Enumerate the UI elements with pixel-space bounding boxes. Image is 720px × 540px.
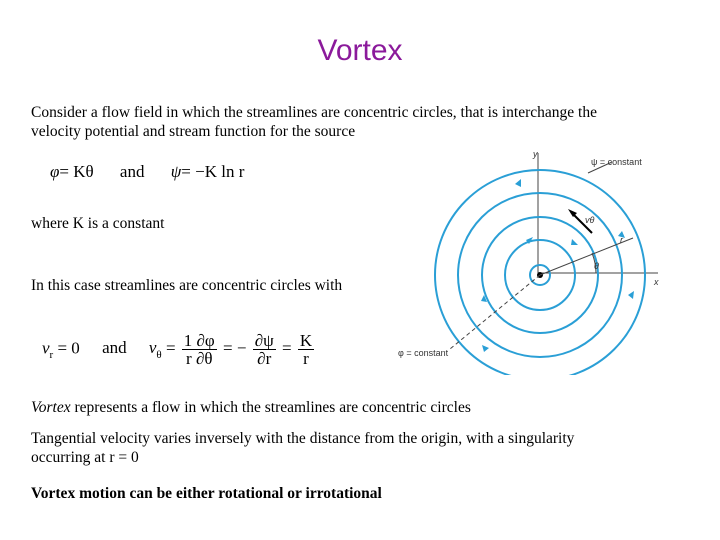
theta-label: θ: [594, 261, 599, 271]
vr-rhs: = 0: [57, 338, 80, 358]
vr-subscript: r: [49, 348, 54, 361]
fraction-k-over-r: [298, 332, 314, 367]
and-word-2: and: [102, 338, 127, 358]
fraction-dphi: [182, 332, 217, 367]
fraction-k-num: K: [299, 331, 313, 350]
vortex-diagram: [390, 145, 680, 375]
streamline-arrows: [481, 179, 634, 352]
fraction-dphi-den: r ∂θ: [186, 349, 213, 368]
intro-line-2: velocity potential and stream function for the source: [31, 123, 356, 140]
vortex-italic-word: Vortex: [31, 399, 71, 416]
fraction-dpsi-den: ∂r: [257, 349, 272, 368]
k-note: where K is a constant: [31, 215, 165, 232]
y-axis-label: y: [533, 149, 538, 159]
vtheta-label: vθ: [585, 215, 595, 225]
phi-symbol: φ: [50, 162, 60, 181]
phi-constant-label: φ = constant: [398, 348, 449, 358]
psi-rhs: = −K ln r: [181, 162, 245, 181]
vortex-definition: [31, 398, 471, 417]
vortex-definition-rest: represents a flow in which the streamlines are concentric circles: [70, 399, 471, 416]
phi-rhs: = Kθ: [59, 162, 94, 181]
fraction-dpsi-num: ∂ψ: [254, 331, 274, 350]
fraction-dpsi: [253, 332, 276, 367]
tangential-line-2: occurring at r = 0: [31, 449, 139, 466]
x-axis-label: x: [654, 277, 659, 287]
phi-line: [450, 275, 540, 349]
arrow-icon: [482, 345, 489, 352]
equals-sign: =: [165, 338, 176, 358]
equals-sign-2: =: [281, 338, 292, 358]
vtheta-symbol: v: [148, 338, 157, 358]
arrow-icon: [628, 291, 634, 299]
vtheta-subscript: θ: [156, 348, 162, 361]
intro-paragraph: [31, 103, 691, 141]
intro-line-1: Consider a flow field in which the streamlines are concentric circles, that is interchange the: [31, 104, 597, 121]
page-title: Vortex: [317, 34, 403, 67]
radius-label: r: [620, 235, 623, 245]
case-note: In this case streamlines are concentric circles with: [31, 277, 343, 294]
vr-symbol: v: [42, 338, 50, 358]
potential-equations: [50, 162, 244, 182]
minus-sign: = −: [223, 338, 247, 358]
tangential-statement: [31, 429, 574, 467]
velocity-equations: [42, 332, 316, 367]
fraction-k-den: r: [303, 349, 309, 368]
and-word-1: and: [119, 162, 145, 181]
fraction-dphi-num: 1 ∂φ: [183, 331, 215, 350]
arrow-icon: [515, 179, 521, 187]
rotational-statement: Vortex motion can be either rotational or irrotational: [31, 485, 382, 502]
tangential-line-1: Tangential velocity varies inversely with the distance from the origin, with a singularity: [31, 430, 575, 447]
psi-constant-label: ψ = constant: [591, 157, 642, 167]
psi-symbol: ψ: [170, 162, 182, 181]
arrow-icon: [571, 239, 578, 245]
